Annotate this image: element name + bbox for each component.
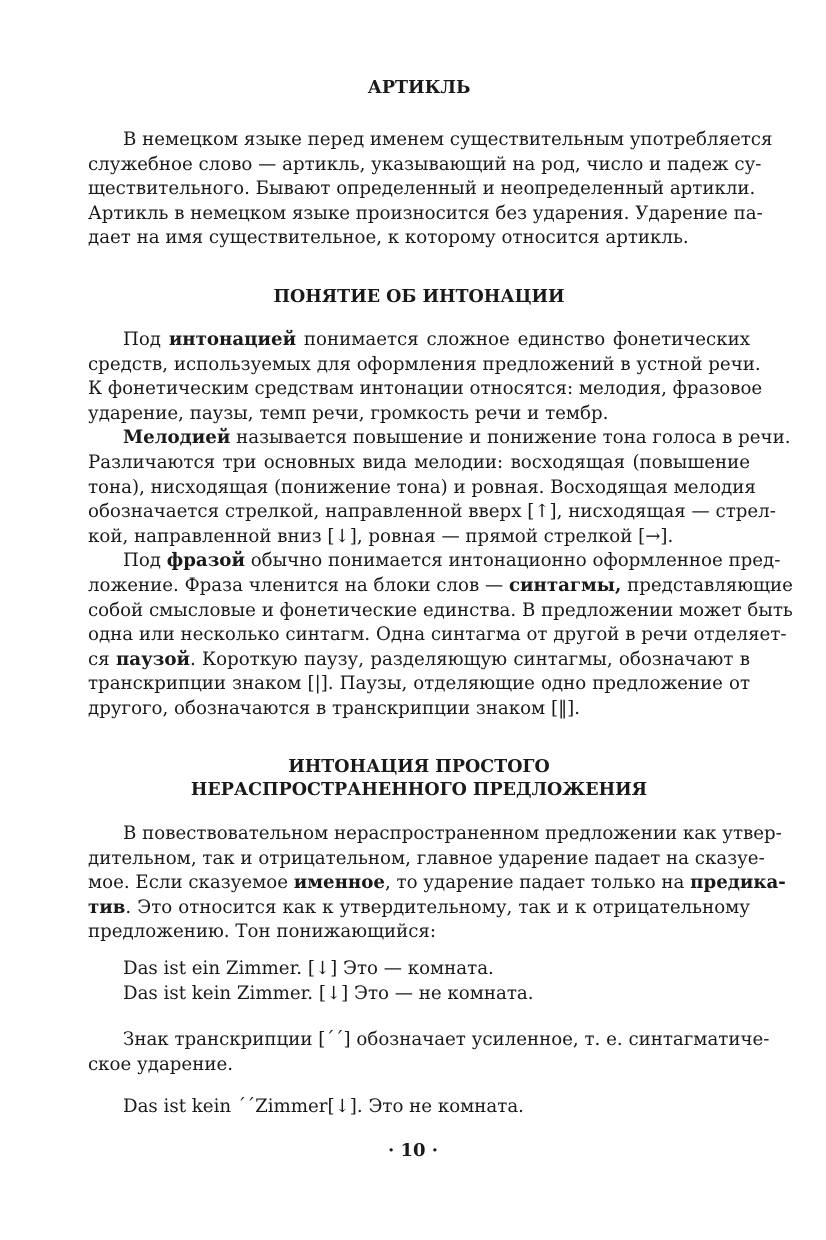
heading-line: НЕРАСПРОСТРАНЕННОГО ПРЕДЛОЖЕНИЯ [190, 780, 648, 800]
text-line [88, 426, 791, 451]
paragraph-article [88, 128, 773, 251]
text-line [88, 648, 750, 673]
text-segment: мое. Если сказуемое [88, 872, 294, 894]
text-segment: собой смысловые и фонетические единства. В предложении может быть [88, 599, 793, 621]
text-segment: Das ist kein Zimmer. [↓] Это — не комната. [123, 982, 534, 1004]
text-line [88, 957, 750, 982]
heading-article: АРТИКЛЬ [367, 78, 471, 98]
text-line [88, 402, 750, 427]
text-line [88, 920, 750, 945]
text-line [88, 1028, 770, 1053]
text-segment: . Это относится как к утвердительному, так и к отрицательному [125, 896, 750, 918]
text-segment: средств, используемых для оформления предложений в устной речи. [88, 353, 761, 375]
paragraph-simple-sentence [88, 822, 786, 945]
text-line [88, 525, 750, 550]
text-line [88, 896, 750, 921]
bold-term: Мелодией [123, 427, 231, 449]
text-line [88, 177, 756, 202]
text-segment: ское ударение. [88, 1053, 233, 1075]
text-segment: одна или несколько синтагм. Одна синтагма от другой в речи отделяет- [88, 624, 787, 646]
text-segment: кой, направленной вниз [↓], ровная — прямой стрелкой [→]. [88, 525, 674, 547]
text-line [88, 871, 786, 896]
text-segment: предложению. Тон понижающийся: [88, 921, 437, 943]
page-number: · 10 · [387, 1140, 439, 1161]
text-line [88, 549, 781, 574]
text-segment: тона), нисходящая (понижение тона) и ровная. Восходящая мелодия [88, 476, 756, 498]
text-segment: , то ударение падает только на [384, 872, 691, 894]
text-line [88, 353, 761, 378]
bold-term: интонацией [168, 329, 297, 350]
text-segment: ществительного. Бывают определенный и неопределенный артикли. [88, 178, 756, 200]
text-segment: представляющие [621, 574, 793, 596]
text-line [88, 226, 750, 251]
text-line [88, 672, 750, 697]
text-segment: понимается сложное единство фонетических [296, 329, 750, 350]
text-line [88, 202, 763, 227]
text-segment: Знак транскрипции [´´] обозначает усиленное, т. е. синтагматиче- [123, 1029, 770, 1050]
text-segment: Das ist ein Zimmer. [↓] Это — комната. [123, 958, 494, 979]
text-segment: В повествовательном нераспространенном предложении как утвер- [123, 823, 782, 844]
paragraph-stress-mark [88, 1028, 770, 1077]
text-segment: Под [123, 329, 169, 350]
text-line [88, 377, 763, 402]
bold-term: паузой [115, 648, 190, 670]
text-segment: ся [88, 648, 116, 670]
text-line [88, 1095, 750, 1120]
text-segment: другого, обозначаются в транскрипции знаком [‖]. [88, 697, 581, 719]
heading-line: ИНТОНАЦИЯ ПРОСТОГО [288, 757, 550, 777]
text-line [88, 822, 782, 847]
text-line [88, 599, 793, 624]
text-segment: К фонетическим средствам интонации относятся: мелодия, фразовое [88, 378, 763, 400]
text-segment: транскрипции знаком [|]. Паузы, отделяющие одно предложение от [88, 673, 750, 695]
text-line [88, 982, 750, 1007]
bold-term: фразой [166, 550, 245, 572]
paragraphs-intonation [88, 328, 793, 722]
text-segment: Артикль в немецком языке произносится без ударения. Ударение па- [88, 202, 763, 224]
text-line [88, 1053, 750, 1078]
text-line [88, 623, 787, 648]
text-line [88, 451, 750, 476]
examples [88, 957, 750, 1006]
text-segment: обозначается стрелкой, направленной вверх [↑], нисходящая — стрел- [88, 501, 776, 523]
text-segment: Das ist kein ´´Zimmer[↓]. Это не комната. [123, 1096, 524, 1117]
text-segment: обычно понимается интонационно оформленное пред- [244, 550, 781, 572]
text-line [88, 328, 750, 353]
text-line [88, 500, 776, 525]
text-segment: В немецком языке перед именем существительным употребляется [123, 129, 773, 150]
bold-term: предика- [690, 872, 786, 894]
heading-intonation: ПОНЯТИЕ ОБ ИНТОНАЦИИ [273, 287, 565, 307]
text-segment: ложение. Фраза членится на блоки слов — [88, 574, 509, 596]
text-segment: служебное слово — артикль, указывающий на род, число и падеж су- [88, 153, 762, 175]
text-line [88, 153, 762, 178]
bold-term: именное [293, 872, 385, 894]
text-segment: называется повышение и понижение тона голоса в речи. [230, 427, 791, 449]
text-segment: Различаются три основных вида мелодии: восходящая (повышение [88, 451, 750, 473]
text-line [88, 847, 765, 872]
bold-term: тив [88, 896, 126, 918]
text-segment: дает на имя существительное, к которому относится артикль. [88, 227, 689, 249]
example-stress [88, 1095, 750, 1120]
heading-simple-sentence [88, 756, 750, 802]
text-line [88, 476, 756, 501]
text-segment: дительном, так и отрицательном, главное ударение падает на сказуе- [88, 847, 765, 869]
text-line [88, 128, 773, 153]
text-segment: . Короткую паузу, разделяющую синтагмы, обозначают в [189, 648, 750, 670]
text-line [88, 574, 793, 599]
text-segment: ударение, паузы, темп речи, громкость речи и тембр. [88, 402, 609, 424]
text-line [88, 697, 750, 722]
text-segment: Под [123, 550, 167, 572]
bold-term: синтагмы, [508, 574, 622, 596]
